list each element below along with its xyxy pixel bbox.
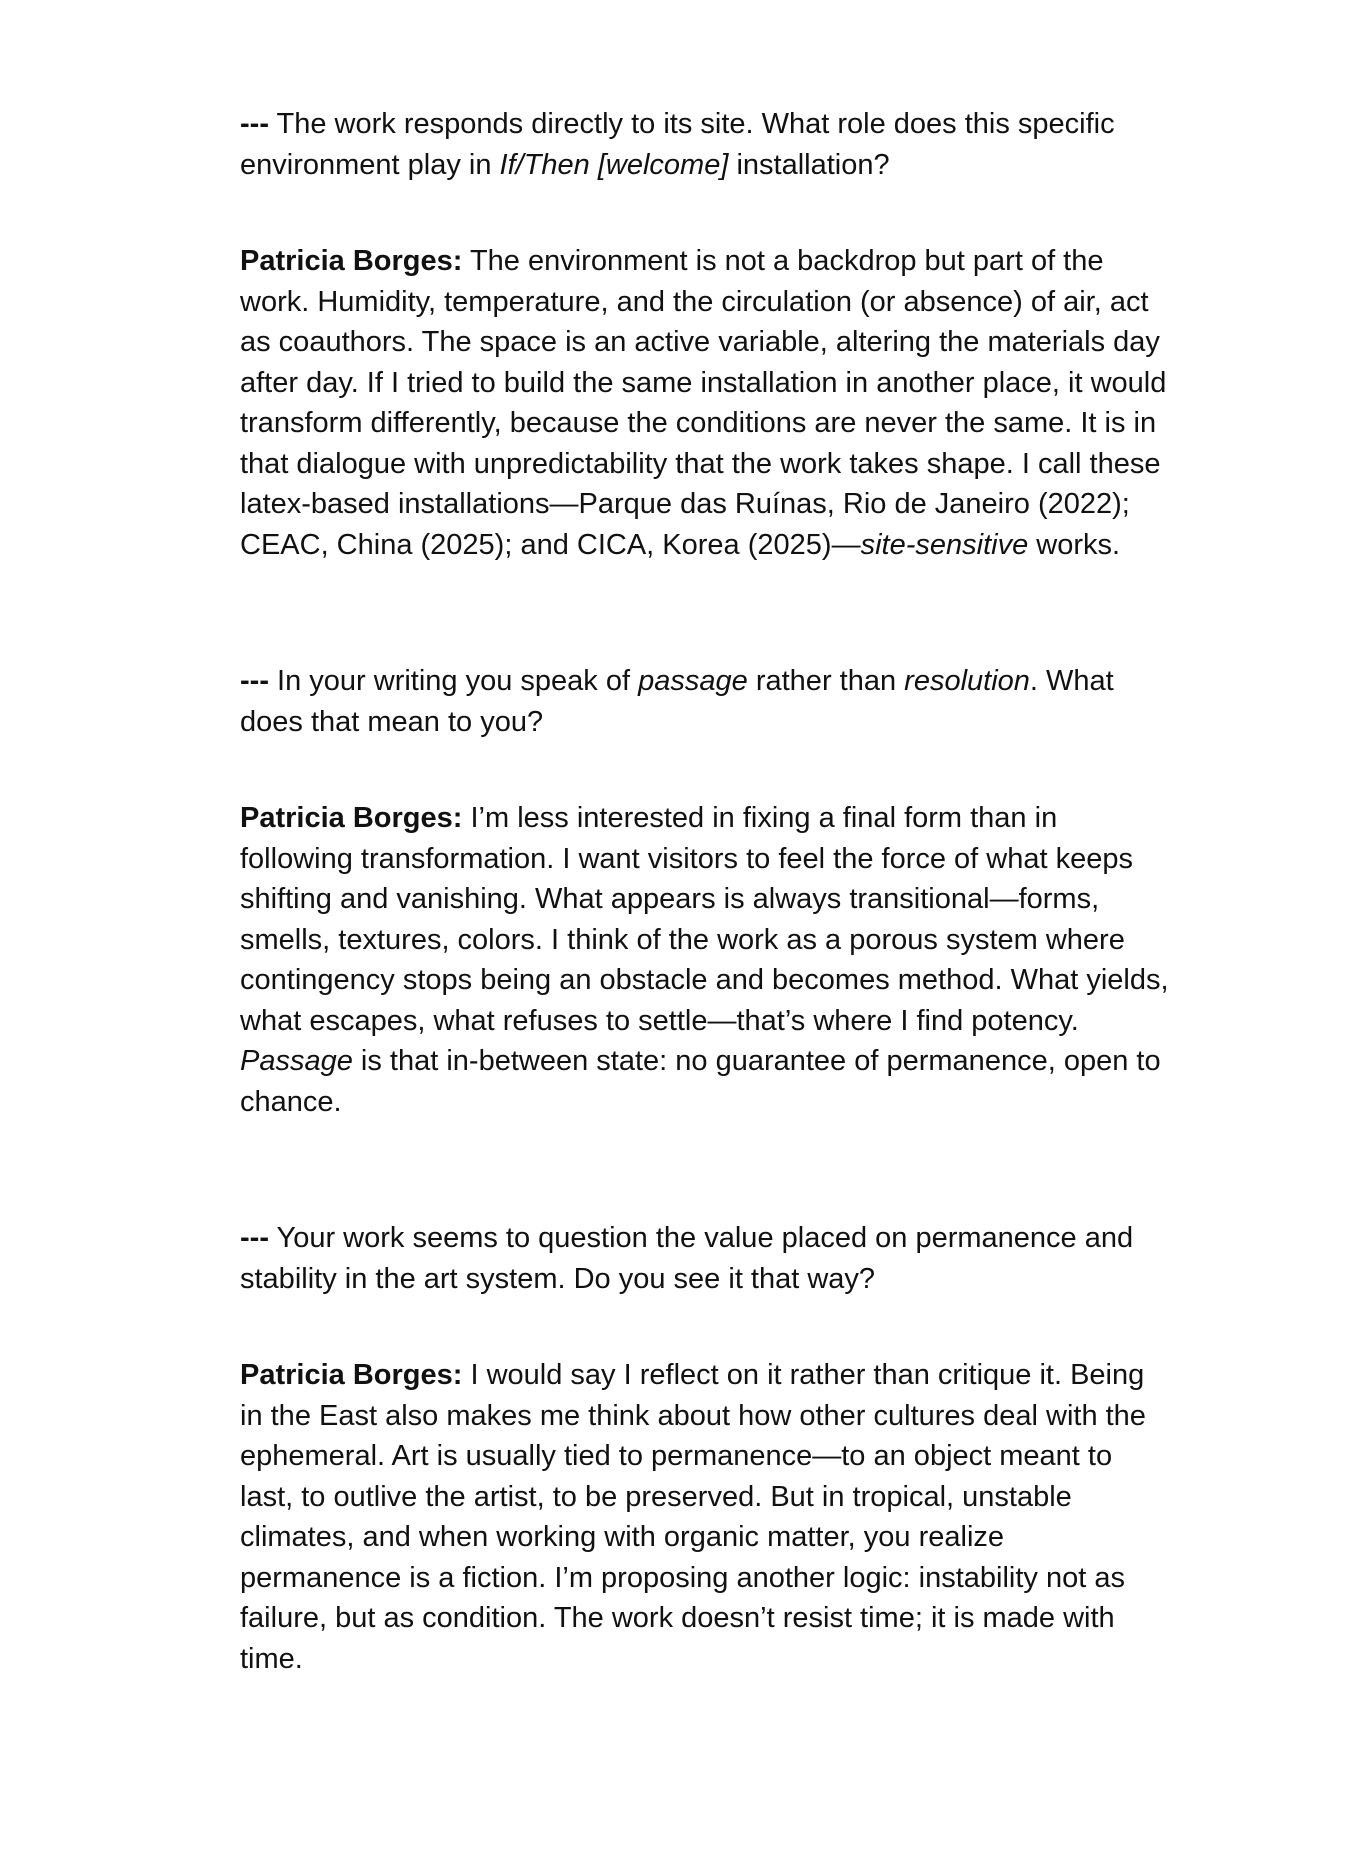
interview-page (240, 104, 1170, 1679)
question-italic-text: passage (638, 665, 748, 697)
question-italic-text: If/Then [welcome] (499, 148, 729, 181)
question-3 (240, 1218, 1170, 1299)
answer-italic-text: Passage (240, 1045, 353, 1077)
question-text: installation? (728, 148, 890, 181)
question-text: Your work seems to question the value placed on permanence and stability in the art system. Do you see it that way? (240, 1222, 1134, 1295)
question-dash: --- (240, 108, 269, 140)
question-italic-text: resolution (904, 665, 1030, 697)
speaker-name: Patricia Borges: (240, 802, 463, 834)
question-text: rather than (747, 665, 905, 697)
question-text: The work responds directly to its site. What role does this specific environment play in (240, 108, 1115, 181)
answer-text: The environment is not a backdrop but part of the work. Humidity, temperature, and the circulation (or absence) of air, act as coauthors. The space is an active variable, altering the materials day after day. If I tried to build the same installation in another place, it would transform differently, because the conditions are never the same. It is in that dialogue with unpredictability that the work takes shape. I call these latex-based installations—Parque das Ruínas, Rio de Janeiro (2022); CEAC, China (2025); and CICA, Korea (2025)— (240, 245, 1167, 561)
answer-1 (240, 241, 1170, 565)
speaker-name: Patricia Borges: (240, 245, 463, 277)
answer-text: works. (1028, 528, 1121, 561)
answer-italic-text: site-sensitive (860, 528, 1029, 561)
answer-text: is that in-between state: no guarantee of permanence, open to chance. (240, 1045, 1161, 1118)
question-dash: --- (240, 665, 269, 697)
question-dash: --- (240, 1222, 269, 1254)
question-text: In your writing you speak of (268, 665, 639, 697)
answer-3 (240, 1355, 1170, 1679)
answer-text: I would say I reflect on it rather than critique it. Being in the East also makes me think about how other cultures deal with the ephemeral. Art is usually tied to permanence—to an object meant to last, to outlive the artist, to be preserved. But in tropical, unstable climates, and when working with organic matter, you realize permanence is a fiction. I’m proposing another logic: instability not as failure, but as condition. The work doesn’t resist time; it is made with time. (240, 1359, 1146, 1675)
question-text: . What does that mean to you? (240, 665, 1114, 738)
question-2 (240, 661, 1170, 742)
answer-text: I’m less interested in fixing a final form than in following transformation. I want visitors to feel the force of what keeps shifting and vanishing. What appears is always transitional—forms, smells, textures, colors. I think of the work as a porous system where contingency stops being an obstacle and becomes method. What yields, what escapes, what refuses to settle—that’s where I find potency. (240, 802, 1169, 1037)
question-1 (240, 104, 1170, 185)
speaker-name: Patricia Borges: (240, 1359, 463, 1391)
answer-2 (240, 798, 1170, 1122)
